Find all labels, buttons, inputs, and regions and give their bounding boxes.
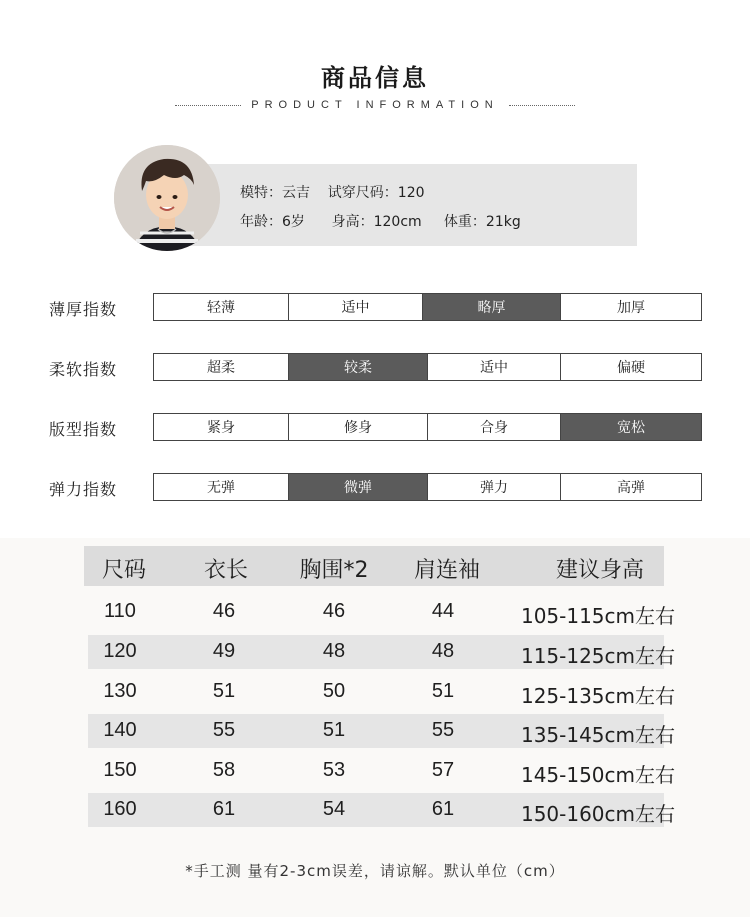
table-cell: 58 <box>212 759 236 781</box>
size-col-header: 尺码 <box>101 558 146 583</box>
table-cell: 57 <box>431 759 455 781</box>
index-label-softness: 柔软指数 <box>49 360 118 379</box>
table-cell: 115-125cm左右 <box>520 644 676 668</box>
index-box-thickness <box>153 293 702 321</box>
table-cell: 150 <box>103 759 137 781</box>
page-subtitle: PRODUCT INFORMATION <box>251 99 499 111</box>
index-option-selected: 略厚 <box>423 294 561 320</box>
index-option: 修身 <box>289 414 428 440</box>
table-cell: 61 <box>212 798 236 820</box>
index-label-thickness: 薄厚指数 <box>49 300 118 319</box>
index-option-selected: 微弹 <box>289 474 428 500</box>
table-cell: 61 <box>431 798 455 820</box>
table-cell: 55 <box>212 719 236 741</box>
index-option: 无弹 <box>154 474 289 500</box>
index-option-selected: 较柔 <box>289 354 428 380</box>
table-cell: 53 <box>322 759 346 781</box>
index-box-softness <box>153 353 702 381</box>
divider-dots-right <box>509 105 575 106</box>
table-cell: 46 <box>322 600 346 622</box>
size-col-header: 建议身高 <box>555 558 644 583</box>
table-cell: 51 <box>431 680 455 702</box>
index-option-selected: 宽松 <box>561 414 701 440</box>
page-title: 商品信息 <box>321 64 429 92</box>
table-cell: 51 <box>322 719 346 741</box>
index-label-elasticity: 弹力指数 <box>49 480 118 499</box>
model-avatar <box>114 145 220 251</box>
measurement-note: *手工测 量有2-3cm误差，请谅解。默认单位（cm） <box>185 862 565 880</box>
index-option: 弹力 <box>428 474 561 500</box>
table-cell: 44 <box>431 600 455 622</box>
index-option: 紧身 <box>154 414 289 440</box>
table-cell: 55 <box>431 719 455 741</box>
index-option: 适中 <box>289 294 423 320</box>
table-cell: 120 <box>103 640 137 662</box>
table-cell: 160 <box>103 798 137 820</box>
table-cell: 145-150cm左右 <box>520 763 676 787</box>
subtitle-row <box>0 96 750 114</box>
index-label-fit: 版型指数 <box>49 420 118 439</box>
index-option: 轻薄 <box>154 294 289 320</box>
table-cell: 51 <box>212 680 236 702</box>
model-info-band <box>166 164 637 246</box>
model-line-2: 年龄：6岁 身高：120cm 体重：21kg <box>240 214 521 230</box>
table-cell: 49 <box>212 640 236 662</box>
divider-dots-left <box>175 105 241 106</box>
index-option: 偏硬 <box>617 360 645 376</box>
table-cell: 135-145cm左右 <box>520 723 676 747</box>
table-cell: 46 <box>212 600 236 622</box>
table-cell: 105-115cm左右 <box>520 604 676 628</box>
model-line-1: 模特：云吉 试穿尺码：120 <box>240 185 425 201</box>
table-cell: 150-160cm左右 <box>520 802 676 826</box>
table-cell: 48 <box>431 640 455 662</box>
size-col-header: 胸围*2 <box>299 558 369 583</box>
size-col-header: 肩连袖 <box>413 558 480 583</box>
index-option: 适中 <box>428 354 561 380</box>
table-cell: 140 <box>103 719 137 741</box>
table-cell: 125-135cm左右 <box>520 684 676 708</box>
index-box-elasticity <box>153 473 702 501</box>
table-cell: 48 <box>322 640 346 662</box>
index-option: 超柔 <box>154 354 289 380</box>
index-option: 高弹 <box>617 480 645 496</box>
index-option: 合身 <box>428 414 561 440</box>
table-cell: 130 <box>103 680 137 702</box>
table-cell: 110 <box>104 600 136 622</box>
index-box-fit <box>153 413 702 441</box>
size-col-header: 衣长 <box>203 558 248 583</box>
index-option: 加厚 <box>617 300 645 316</box>
table-cell: 50 <box>322 680 346 702</box>
table-cell: 54 <box>322 798 346 820</box>
